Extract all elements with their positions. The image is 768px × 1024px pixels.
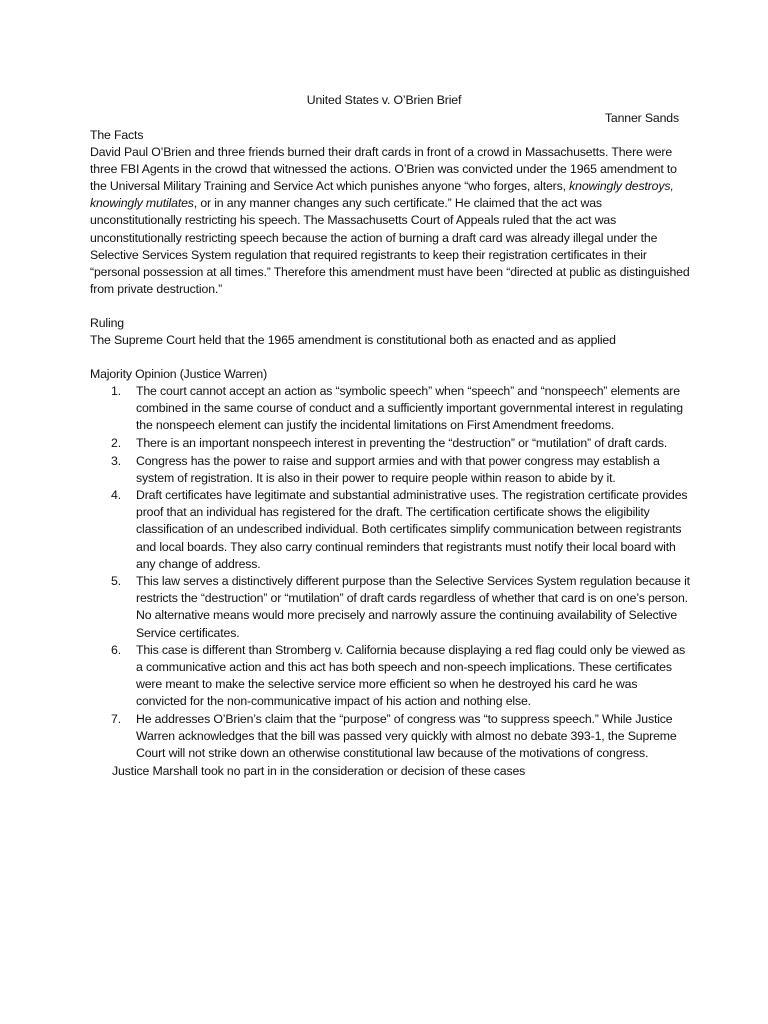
list-item-number: 2. bbox=[111, 436, 121, 450]
list-item bbox=[90, 453, 690, 487]
list-item-text: He addresses O’Brien’s claim that the “purpose” of congress was “to suppress speech.” While Justice Warren acknowledges that the bill was passed very quickly with almost no debate 393-1, the Supreme Court will not strike down an otherwise constitutional law because of the motivations of congress. bbox=[136, 712, 677, 761]
facts-section bbox=[90, 127, 690, 298]
list-item-text: This law serves a distinctively different purpose than the Selective Services System regulation because it restricts the “destruction” or “mutilation” of draft cards regardless of whether that card is on one’s person. No alternative means would more precisely and narrowly assure the continuing availability of Selective Service certificates. bbox=[136, 574, 690, 640]
list-item-text: There is an important nonspeech interest in preventing the “destruction” or “mutilation” of draft cards. bbox=[136, 436, 668, 450]
ruling-heading: Ruling bbox=[90, 315, 124, 330]
list-item-number: 3. bbox=[111, 453, 121, 468]
document-body bbox=[90, 127, 690, 780]
document-title bbox=[0, 92, 768, 109]
recusal-note: Justice Marshall took no part in in the consideration or decision of these cases bbox=[112, 763, 526, 778]
list-item bbox=[90, 435, 690, 452]
spacer bbox=[90, 349, 690, 366]
facts-italic-quote: knowingly destroys, knowingly mutilates bbox=[90, 179, 674, 211]
ruling-section bbox=[90, 315, 690, 349]
facts-heading: The Facts bbox=[90, 128, 144, 142]
author-name: Tanner Sands bbox=[604, 111, 679, 125]
list-item bbox=[90, 711, 690, 762]
list-item-number: 5. bbox=[111, 574, 121, 589]
list-item-number: 4. bbox=[111, 488, 121, 503]
list-item bbox=[90, 642, 690, 710]
majority-section bbox=[90, 366, 690, 762]
list-item-number: 7. bbox=[111, 712, 121, 726]
list-item bbox=[90, 573, 690, 641]
list-item bbox=[90, 487, 690, 572]
list-item-text: This case is different than Stromberg v. California because displaying a red flag could only be viewed as a communicative action and this act has both speech and non-speech implications. These certificates were meant to make the selective service more efficient so when he destroyed his card he was convicted for the non-communicative impact of his action and nothing else. bbox=[136, 643, 686, 709]
facts-text-part-1: David Paul O’Brien and three friends burned their draft cards in front of a crowd in Massachusetts. There were three FBI Agents in the crowd that witnessed the actions. O’Brien was convicted under the 1965 amendment to the Universal Military Training and Service Act which punishes anyone “who forges, alters, bbox=[90, 145, 677, 194]
list-item-text: Congress has the power to raise and support armies and with that power congress may establish a system of registration. It is also in their power to require people within reason to abide by it. bbox=[136, 453, 660, 485]
facts-text-part-2: , or in any manner changes any such certificate.” He claimed that the act was unconstitutionally restricting his speech. The Massachusetts Court of Appeals ruled that the act was unconstitutionally restricting speech because the action of burning a draft card was already illegal under the Selective Services System regulation that required registrants to keep their registration certificates in their “personal possession at all times.” Therefore this amendment must have been “directed at public as distinguished from private destruction.” bbox=[90, 196, 690, 296]
ruling-text: The Supreme Court held that the 1965 amendment is constitutional both as enacted and as applied bbox=[90, 333, 616, 348]
list-item-text: The court cannot accept an action as “symbolic speech” when “speech” and “nonspeech” elements are combined in the same course of conduct and a sufficiently important governmental interest in regulating the nonspeech element can justify the incidental limitations on First Amendment freedoms. bbox=[136, 384, 683, 433]
spacer bbox=[90, 298, 690, 315]
list-item bbox=[90, 383, 690, 434]
list-item-number: 6. bbox=[111, 643, 121, 658]
facts-paragraph bbox=[90, 144, 690, 298]
majority-list bbox=[90, 383, 690, 762]
document-title-text: United States v. O’Brien Brief bbox=[306, 93, 462, 107]
list-item-text: Draft certificates have legitimate and substantial administrative uses. The registration certificate provides proof that an individual has registered for the draft. The certification certificate shows the eligibility classification of an undescribed individual. Both certificates simplify communication between registrants and local boards. They also carry continual reminders that registrants must notify their local board with any change of address. bbox=[136, 488, 688, 571]
list-item-number: 1. bbox=[111, 384, 121, 399]
majority-heading: Majority Opinion (Justice Warren) bbox=[90, 367, 268, 382]
